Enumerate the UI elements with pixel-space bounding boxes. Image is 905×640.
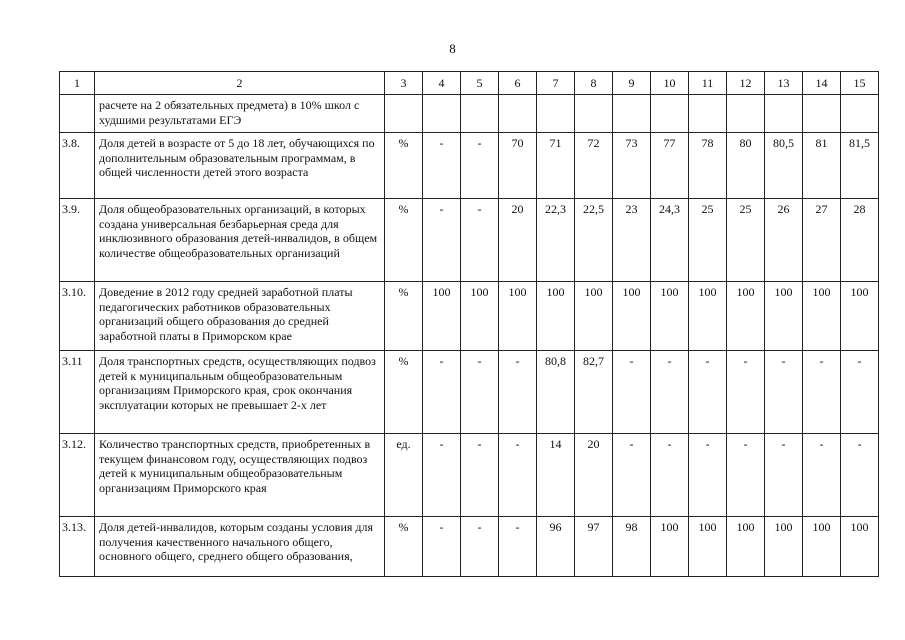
page-number: 8	[449, 41, 456, 56]
value-cell: 20	[575, 434, 613, 517]
value-cell: -	[727, 434, 765, 517]
indicator-description: Количество транспортных средств, приобретенных в текущем финансовом году, осуществляющих подвоз детей к муниципальным общеобразовательным организациям Приморского края	[95, 434, 385, 517]
value-cell: 80,5	[765, 133, 803, 199]
value-cell: -	[803, 434, 841, 517]
value-cell: 71	[537, 133, 575, 199]
value-cell: 22,3	[537, 199, 575, 282]
row-number: 3.13.	[60, 517, 95, 577]
value-cell: 100	[689, 517, 727, 577]
unit-cell: %	[385, 199, 423, 282]
value-cell: -	[613, 434, 651, 517]
value-cell: 26	[765, 199, 803, 282]
value-cell: -	[461, 133, 499, 199]
value-cell: 100	[537, 282, 575, 351]
value-cell: 25	[727, 199, 765, 282]
value-cell: -	[499, 434, 537, 517]
unit-cell: %	[385, 351, 423, 434]
value-cell: 100	[841, 282, 879, 351]
row-number: 3.12.	[60, 434, 95, 517]
table-row	[60, 351, 879, 434]
column-header-10: 10	[651, 72, 689, 95]
table-body	[60, 72, 879, 577]
value-cell: 100	[575, 282, 613, 351]
value-cell: 24,3	[651, 199, 689, 282]
value-cell: 100	[651, 282, 689, 351]
value-cell	[613, 95, 651, 133]
value-cell: -	[423, 434, 461, 517]
value-cell: -	[461, 351, 499, 434]
value-cell: 100	[727, 282, 765, 351]
indicator-description: Доля детей-инвалидов, которым созданы условия для получения качественного начального общего, основного общего, среднего общего образования,	[95, 517, 385, 577]
value-cell: -	[689, 434, 727, 517]
value-cell: 100	[841, 517, 879, 577]
indicator-description: Доля общеобразовательных организаций, в которых создана универсальная безбарьерная среда для инклюзивного образования детей-инвалидов, в общем количестве общеобразовательных организаций	[95, 199, 385, 282]
value-cell	[461, 95, 499, 133]
value-cell: -	[499, 351, 537, 434]
value-cell: -	[423, 517, 461, 577]
value-cell: 100	[727, 517, 765, 577]
value-cell: 80,8	[537, 351, 575, 434]
value-cell: 100	[765, 517, 803, 577]
column-header-13: 13	[765, 72, 803, 95]
column-header-15: 15	[841, 72, 879, 95]
value-cell: -	[765, 351, 803, 434]
indicator-description: Доля детей в возрасте от 5 до 18 лет, обучающихся по дополнительным образовательным программам, в общей численности детей этого возраста	[95, 133, 385, 199]
row-number: 3.10.	[60, 282, 95, 351]
column-header-6: 6	[499, 72, 537, 95]
value-cell: 28	[841, 199, 879, 282]
value-cell: 20	[499, 199, 537, 282]
indicator-description: расчете на 2 обязательных предмета) в 10% школ с худшими результатами ЕГЭ	[95, 95, 385, 133]
header-row	[60, 72, 879, 95]
value-cell: -	[461, 199, 499, 282]
column-header-4: 4	[423, 72, 461, 95]
value-cell: 82,7	[575, 351, 613, 434]
value-cell: -	[423, 199, 461, 282]
indicator-description: Доля транспортных средств, осуществляющих подвоз детей к муниципальным общеобразовательным организациям Приморского края, срок окончания эксплуатации которых не превышает 2-х лет	[95, 351, 385, 434]
column-header-7: 7	[537, 72, 575, 95]
indicator-description: Доведение в 2012 году средней заработной платы педагогических работников образовательных организаций общего образования до средней заработной платы в Приморском крае	[95, 282, 385, 351]
value-cell: 78	[689, 133, 727, 199]
table-row	[60, 434, 879, 517]
value-cell: -	[461, 517, 499, 577]
value-cell: -	[423, 133, 461, 199]
value-cell: 73	[613, 133, 651, 199]
column-header-14: 14	[803, 72, 841, 95]
value-cell: -	[423, 351, 461, 434]
value-cell: 27	[803, 199, 841, 282]
value-cell: 98	[613, 517, 651, 577]
column-header-2: 2	[95, 72, 385, 95]
unit-cell: ед.	[385, 434, 423, 517]
column-header-12: 12	[727, 72, 765, 95]
value-cell	[575, 95, 613, 133]
data-table	[59, 71, 879, 577]
value-cell: -	[765, 434, 803, 517]
row-number	[60, 95, 95, 133]
value-cell: 100	[461, 282, 499, 351]
value-cell	[803, 95, 841, 133]
value-cell: -	[651, 351, 689, 434]
value-cell: -	[651, 434, 689, 517]
table-row	[60, 133, 879, 199]
value-cell: 23	[613, 199, 651, 282]
value-cell	[727, 95, 765, 133]
value-cell: 100	[689, 282, 727, 351]
value-cell: 100	[423, 282, 461, 351]
value-cell: 25	[689, 199, 727, 282]
column-header-3: 3	[385, 72, 423, 95]
value-cell: 100	[499, 282, 537, 351]
value-cell	[537, 95, 575, 133]
value-cell: 97	[575, 517, 613, 577]
value-cell: 22,5	[575, 199, 613, 282]
row-number: 3.9.	[60, 199, 95, 282]
unit-cell	[385, 95, 423, 133]
table-row	[60, 517, 879, 577]
value-cell: 80	[727, 133, 765, 199]
value-cell	[423, 95, 461, 133]
table-row	[60, 199, 879, 282]
value-cell: 100	[613, 282, 651, 351]
value-cell: 70	[499, 133, 537, 199]
value-cell	[499, 95, 537, 133]
value-cell	[765, 95, 803, 133]
value-cell	[689, 95, 727, 133]
value-cell: -	[727, 351, 765, 434]
column-header-5: 5	[461, 72, 499, 95]
value-cell: 14	[537, 434, 575, 517]
value-cell: -	[841, 351, 879, 434]
value-cell: 100	[803, 282, 841, 351]
table-row	[60, 282, 879, 351]
value-cell: 81,5	[841, 133, 879, 199]
value-cell: 100	[803, 517, 841, 577]
table-row	[60, 95, 879, 133]
value-cell: 81	[803, 133, 841, 199]
value-cell: -	[613, 351, 651, 434]
row-number: 3.11	[60, 351, 95, 434]
unit-cell: %	[385, 517, 423, 577]
column-header-11: 11	[689, 72, 727, 95]
column-header-9: 9	[613, 72, 651, 95]
value-cell: 72	[575, 133, 613, 199]
value-cell: 100	[765, 282, 803, 351]
column-header-8: 8	[575, 72, 613, 95]
value-cell: -	[461, 434, 499, 517]
value-cell	[651, 95, 689, 133]
value-cell: -	[803, 351, 841, 434]
value-cell: -	[499, 517, 537, 577]
row-number: 3.8.	[60, 133, 95, 199]
value-cell: 100	[651, 517, 689, 577]
value-cell: 96	[537, 517, 575, 577]
value-cell: -	[689, 351, 727, 434]
unit-cell: %	[385, 133, 423, 199]
value-cell	[841, 95, 879, 133]
value-cell: -	[841, 434, 879, 517]
column-header-1: 1	[60, 72, 95, 95]
unit-cell: %	[385, 282, 423, 351]
value-cell: 77	[651, 133, 689, 199]
